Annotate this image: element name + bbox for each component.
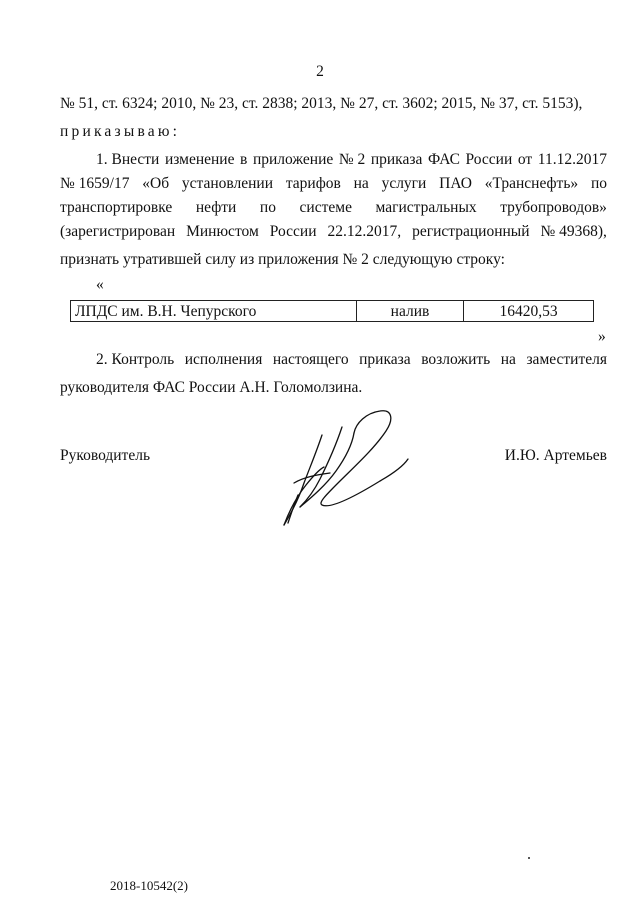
word: по	[259, 199, 276, 216]
word: от	[517, 151, 533, 168]
tariff-cell: 16420,53	[499, 303, 558, 320]
word: возложить	[421, 351, 491, 368]
word: на	[353, 175, 369, 192]
word: нефти	[195, 199, 237, 216]
word: № 1659/17	[60, 175, 130, 192]
paragraph-1-line-5: признать утратившей силу из приложения № 2 следующую строку:	[60, 251, 505, 268]
word: (зарегистрирован	[60, 223, 176, 240]
word: № 49368),	[540, 223, 607, 240]
word: на	[500, 351, 516, 368]
word: приказа	[359, 351, 411, 368]
word: регистрационный	[412, 223, 530, 240]
tariff-table-row	[70, 300, 594, 322]
word: транспортировке	[60, 199, 173, 216]
word: России	[269, 223, 317, 240]
word: 11.12.2017	[537, 151, 607, 168]
word: «Транснефть»	[484, 175, 579, 192]
word: России	[465, 151, 513, 168]
paragraph-1-line-4	[60, 223, 607, 241]
word: установлении	[181, 175, 274, 192]
paragraph-1-line-3	[60, 199, 607, 217]
paragraph-1-line-2	[60, 175, 607, 193]
operation-cell: налив	[357, 301, 464, 321]
signatory-name: И.Ю. Артемьев	[504, 447, 607, 464]
signatory-title: Руководитель	[60, 447, 151, 464]
document-code: 2018-10542(2)	[110, 878, 188, 893]
word: исполнения	[184, 351, 263, 368]
paragraph-1-line-1	[96, 151, 607, 169]
word: ФАС	[427, 151, 460, 168]
word: системе	[299, 199, 352, 216]
word: 1. Внести	[96, 151, 160, 168]
word: в	[240, 151, 248, 168]
word: Минюстом	[186, 223, 259, 240]
station-cell: ЛПДС им. В.Н. Чепурского	[71, 301, 357, 321]
stray-mark	[528, 857, 530, 859]
text-line-order: приказываю:	[60, 123, 181, 140]
word: «Об	[142, 175, 170, 192]
word: услуги	[381, 175, 427, 192]
word: изменение	[164, 151, 235, 168]
word: по	[590, 175, 607, 192]
word: 22.12.2017,	[327, 223, 402, 240]
paragraph-2-line-2: руководителя ФАС России А.Н. Голомолзина.	[60, 379, 363, 396]
page-number: 2	[316, 63, 324, 80]
handwritten-signature	[270, 405, 420, 530]
word: трубопроводов»	[500, 199, 607, 216]
paragraph-2-line-1	[96, 351, 607, 369]
close-quote: »	[598, 328, 606, 345]
word: приказа	[370, 151, 423, 168]
word: тарифов	[285, 175, 341, 192]
open-quote: «	[96, 276, 104, 293]
word: ПАО	[439, 175, 472, 192]
word: приложение	[252, 151, 334, 168]
word: заместителя	[526, 351, 607, 368]
word: настоящего	[272, 351, 349, 368]
text-line-continuation: № 51, ст. 6324; 2010, № 23, ст. 2838; 2013, № 27, ст. 3602; 2015, № 37, ст. 5153),	[60, 95, 583, 112]
word: магистральных	[375, 199, 477, 216]
word: № 2	[338, 151, 366, 168]
word: 2. Контроль	[96, 351, 175, 368]
